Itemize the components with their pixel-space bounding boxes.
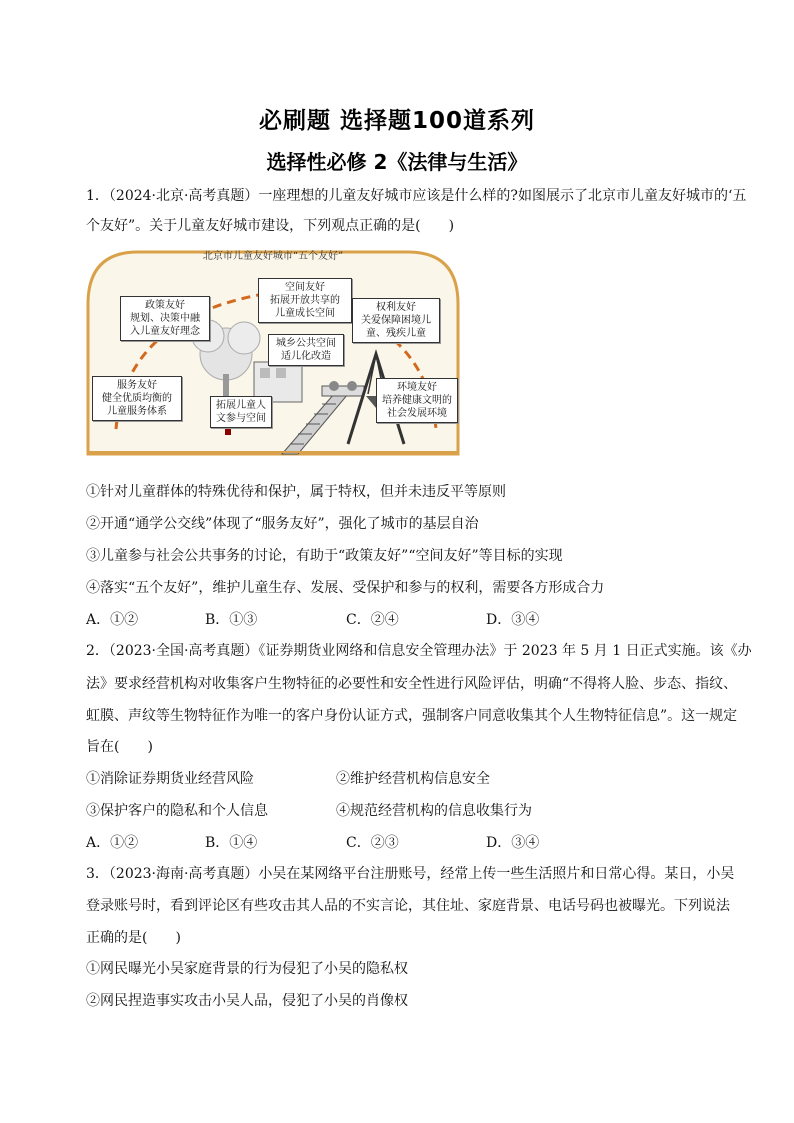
box-space-friendly [258, 278, 352, 323]
box-urban-line-2: 适儿化改造 [281, 351, 331, 362]
box-policy-title: 政策友好 [145, 300, 185, 311]
page-subtitle: 选择性必修 2《法律与生活》 [266, 150, 528, 174]
box-env-desc-2: 社会发展环境 [387, 408, 447, 419]
box-urban-line-1: 城乡公共空间 [276, 338, 336, 349]
box-space-title: 空间友好 [285, 282, 325, 293]
page-title: 必刷题 选择题100道系列 [258, 108, 536, 134]
box-service-desc-2: 儿童服务体系 [107, 406, 167, 417]
q2-option-a[interactable]: A．①② [86, 835, 139, 851]
q2-statement-3: ③保护客户的隐私和个人信息 [86, 803, 268, 819]
q2-option-c[interactable]: C．②③ [346, 835, 399, 851]
q1-option-a[interactable]: A．①② [86, 612, 139, 628]
q3-stem-line-1: 3．（2023·海南·高考真题）小吴在某网络平台注册账号，经常上传一些生活照片和日常心得。某日，小吴 [86, 866, 735, 882]
q2-stem-line-4: 旨在( ) [86, 739, 153, 755]
q3-statement-2: ②网民捏造事实攻击小吴人品，侵犯了小吴的肖像权 [86, 993, 408, 1009]
box-culture-line-2: 文参与空间 [216, 413, 266, 424]
q2-stem-line-1: 2．（2023·全国·高考真题）《证券期货业网络和信息安全管理办法》于 2023 年 5 月 1 日正式实施。该《办 [86, 643, 752, 659]
box-service-title: 服务友好 [117, 380, 157, 391]
q1-option-d[interactable]: D．③④ [486, 612, 540, 628]
box-rights-desc-2: 童、残疾儿童 [366, 328, 426, 339]
q1-stem-line-1: 1．（2024·北京·高考真题）一座理想的儿童友好城市应该是什么样的?如图展示了北京市儿童友好城市的‘五 [86, 188, 747, 204]
box-policy-desc-1: 规划、决策中融 [130, 313, 200, 324]
box-urban-rural-space [268, 334, 344, 366]
q1-statement-4: ④落实“五个友好”，维护儿童生存、发展、受保护和参与的权利，需要各方形成合力 [86, 580, 605, 596]
box-service-friendly [92, 376, 182, 421]
q2-statement-4: ④规范经营机构的信息收集行为 [336, 803, 532, 819]
box-rights-friendly [352, 298, 440, 343]
box-space-desc-1: 拓展开放共享的 [270, 295, 340, 306]
q1-stem-line-2: 个友好”。关于儿童友好城市建设，下列观点正确的是( ) [86, 218, 455, 234]
box-policy-desc-2: 入儿童友好理念 [130, 326, 200, 337]
q3-stem-line-3: 正确的是( ) [86, 930, 181, 946]
q1-figure [86, 244, 460, 456]
box-policy-friendly [120, 296, 210, 341]
box-culture-line-1: 拓展儿童人 [216, 400, 266, 411]
q1-option-b[interactable]: B．①③ [205, 612, 258, 628]
q1-statement-3: ③儿童参与社会公共事务的讨论，有助于“政策友好”“空间友好”等目标的实现 [86, 548, 563, 564]
q1-statement-1: ①针对儿童群体的特殊优待和保护，属于特权，但并未违反平等原则 [86, 484, 506, 500]
q1-statement-2: ②开通“通学公交线”体现了“服务友好”，强化了城市的基层自治 [86, 516, 479, 532]
box-rights-desc-1: 关爱保障困境儿 [361, 315, 431, 326]
box-children-culture-space [210, 396, 272, 428]
q1-option-c[interactable]: C．②④ [346, 612, 399, 628]
box-space-desc-2: 儿童成长空间 [275, 308, 335, 319]
box-rights-title: 权利友好 [376, 302, 416, 313]
q2-option-d[interactable]: D．③④ [486, 835, 540, 851]
q2-statement-1: ①消除证券期货业经营风险 [86, 771, 254, 787]
q2-statement-2: ②维护经营机构信息安全 [336, 771, 490, 787]
box-environment-friendly [376, 378, 458, 423]
q3-statement-1: ①网民曝光小吴家庭背景的行为侵犯了小吴的隐私权 [86, 961, 408, 977]
q3-stem-line-2: 登录账号时，看到评论区有些攻击其人品的不实言论，其住址、家庭背景、电话号码也被曝光。下列说法 [86, 898, 730, 914]
q2-option-b[interactable]: B．①④ [205, 835, 258, 851]
box-env-desc-1: 培养健康文明的 [382, 395, 452, 406]
q2-stem-line-2: 法》要求经营机构对收集客户生物特征的必要性和安全性进行风险评估，明确“不得将人脸、步态、指纹、 [86, 676, 738, 692]
figure-title: 北京市儿童友好城市“五个友好” [202, 251, 344, 262]
box-service-desc-1: 健全优质均衡的 [102, 393, 172, 404]
q2-stem-line-3: 虹膜、声纹等生物特征作为唯一的客户身份认证方式，强制客户同意收集其个人生物特征信息”。这一规定 [86, 708, 738, 724]
box-env-title: 环境友好 [397, 382, 437, 393]
